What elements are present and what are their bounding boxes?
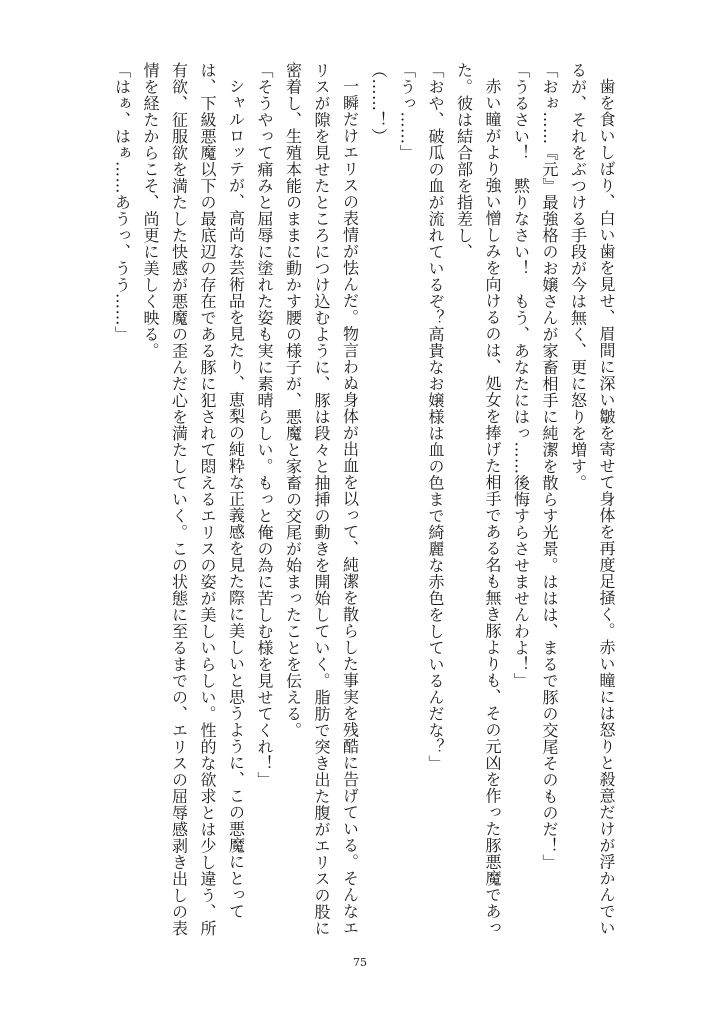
page-number: 75 (353, 956, 367, 969)
paragraph: 一瞬だけエリスの表情が怯んだ。物言わぬ身体が出血を以って、純潔を散らした事実を残酷に告げている。そんなエリスが隙を見せたところにつけ込むように、豚は段々と抽挿の動きを開始していく。脂肪で突き出た腹がエリスの股に密着し、生殖本能のままに動かす腰の様子が、悪魔と家畜の交尾が始まったことを伝える。 (283, 62, 360, 937)
paragraph: 赤い瞳がより強い憎しみを向けるのは、処女を捧げた相手である名も無き豚よりも、その元凶を作った豚悪魔であった。彼は結合部を指差し、 (454, 62, 502, 936)
dialogue-line: 「うっ……」 (397, 62, 417, 161)
dialogue-line: 「うるさい！ 黙りなさい！ もう、あなたにはっ……後悔すらさせませんわよ！」 (511, 62, 531, 689)
dialogue-line: （……！） (369, 62, 388, 145)
paragraph: 歯を食いしばり、白い歯を見せ、眉間に深い皺を寄せて身体を再度足掻く。赤い瞳には怒りと殺意だけが浮かんでいるが、それをぶつける手段が今は無く、更に怒りを増す。 (568, 62, 616, 936)
dialogue-line: 「そうやって痛みと屈辱に塗れた姿も実に素晴らしい。もっと俺の為に苦しむ様を見せてくれ！」 (255, 62, 274, 788)
dialogue-line: 「おや、破瓜の血が流れているぞ？高貴なお嬢様は血の色まで綺麗な赤色をしているんだな？」 (426, 62, 445, 772)
dialogue-line: 「はぁ、はぁ……あうっ、うう……」 (112, 62, 132, 343)
paragraph: シャルロッテが、高尚な芸術品を見たり、恵梨の純粋な正義感を見た際に美しいと思うように、この悪魔にとっては、下級悪魔以下の最底辺の存在である豚に犯されて悶えるエリスの姿が美しいらしい。性的な欲求とは少し違う、所有欲、征服欲を満たした快感が悪魔の歪んだ心を満たしていく。この状態に至るまでの、エリスの屈辱感剥き出しの表情を経たからこそ、尚更に美しく映る。 (141, 62, 246, 937)
dialogue-line: 「おぉ……『元』最強格のお嬢さんが家畜相手に純潔を散らす光景。ははは、まるで豚の交尾そのものだ！」 (540, 62, 559, 871)
vertical-text-body (60, 62, 620, 942)
